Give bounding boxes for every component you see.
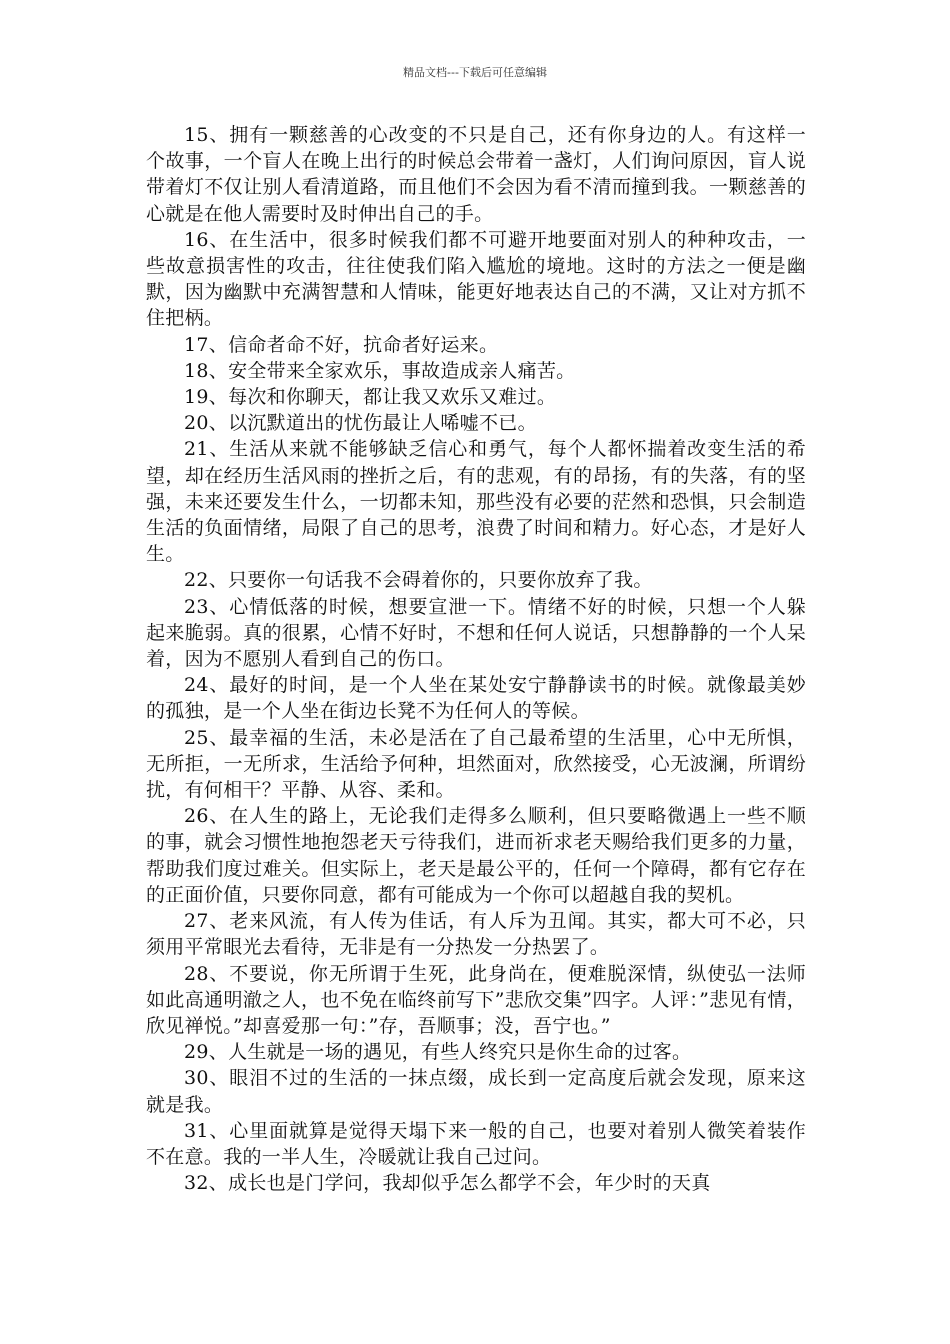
paragraph-22: 22、只要你一句话我不会碍着你的，只要你放弃了我。 [184, 569, 653, 592]
page-header: 精品文档---下载后可任意编辑 [403, 66, 547, 79]
paragraph-32: 32、成长也是门学问，我却似乎怎么都学不会，年少时的天真 [184, 1172, 711, 1195]
paragraph-26: 26、在人生的路上，无论我们走得多么顺利，但只要略微遇上一些不顺的事，就会习惯性地抱怨老天亏待我们，进而祈求老天赐给我们更多的力量，帮助我们度过难关。但实际上，老天是最公平的，任何一个障碍，都有它存在的正面价值，只要你同意，都有可能成为一个你可以超越自我的契机。 [146, 805, 806, 906]
paragraph-24: 24、最好的时间，是一个人坐在某处安宁静静读书的时候。就像最美妙的孤独，是一个人坐在街边长凳不为任何人的等候。 [146, 674, 806, 723]
paragraph-23: 23、心情低落的时候，想要宣泄一下。情绪不好的时候，只想一个人躲起来脆弱。真的很累，心情不好时，不想和任何人说话，只想静静的一个人呆着，因为不愿别人看到自己的伤口。 [146, 595, 806, 671]
paragraph-19: 19、每次和你聊天，都让我又欢乐又难过。 [184, 386, 557, 409]
paragraph-30: 30、眼泪不过的生活的一抹点缀，成长到一定高度后就会发现，原来这就是我。 [146, 1067, 806, 1116]
paragraph-15: 15、拥有一颗慈善的心改变的不只是自己，还有你身边的人。有这样一个故事，一个盲人在晚上出行的时候总会带着一盏灯，人们询问原因，盲人说带着灯不仅让别人看清道路，而且他们不会因为看不清而撞到我。一颗慈善的心就是在他人需要时及时伸出自己的手。 [146, 124, 806, 225]
paragraph-27: 27、老来风流，有人传为佳话，有人斥为丑闻。其实，都大可不必，只须用平常眼光去看待，无非是有一分热发一分热罢了。 [146, 910, 806, 959]
paragraph-28: 28、不要说，你无所谓于生死，此身尚在，便难脱深情，纵使弘一法师如此高通明澈之人，也不免在临终前写下”悲欣交集”四字。人评：”悲见有情，欣见禅悦。”却喜爱那一句：”存，吾顺事；没，吾宁也。” [146, 962, 806, 1037]
paragraph-31: 31、心里面就算是觉得天塌下来一般的自己，也要对着别人微笑着装作不在意。我的一半人生，冷暖就让我自己过问。 [146, 1119, 806, 1168]
paragraph-29: 29、人生就是一场的遇见，有些人终究只是你生命的过客。 [184, 1041, 692, 1064]
paragraph-18: 18、安全带来全家欢乐，事故造成亲人痛苦。 [184, 359, 576, 382]
paragraph-20: 20、以沉默道出的忧伤最让人唏嘘不已。 [184, 412, 537, 435]
paragraph-21: 21、生活从来就不能够缺乏信心和勇气，每个人都怀揣着改变生活的希望，却在经历生活风雨的挫折之后，有的悲观，有的昂扬，有的失落，有的坚强，未来还要发生什么，一切都未知，那些没有必要的茫然和恐惧，只会制造生活的负面情绪，局限了自己的思考，浪费了时间和精力。好心态，才是好人生。 [146, 438, 806, 566]
paragraph-25: 25、最幸福的生活，未必是活在了自己最希望的生活里，心中无所惧，无所拒，一无所求，生活给予何种，坦然面对，欣然接受，心无波澜，所谓纷扰，有何相干？平静、从容、柔和。 [146, 726, 806, 802]
paragraph-17: 17、信命者命不好，抗命者好运来。 [184, 333, 499, 356]
paragraph-16: 16、在生活中，很多时候我们都不可避开地要面对别人的种种攻击，一些故意损害性的攻击，往往使我们陷入尴尬的境地。这时的方法之一便是幽默，因为幽默中充满智慧和人情味，能更好地表达自己的不满，又让对方抓不住把柄。 [146, 228, 806, 330]
document-body [146, 122, 806, 1196]
